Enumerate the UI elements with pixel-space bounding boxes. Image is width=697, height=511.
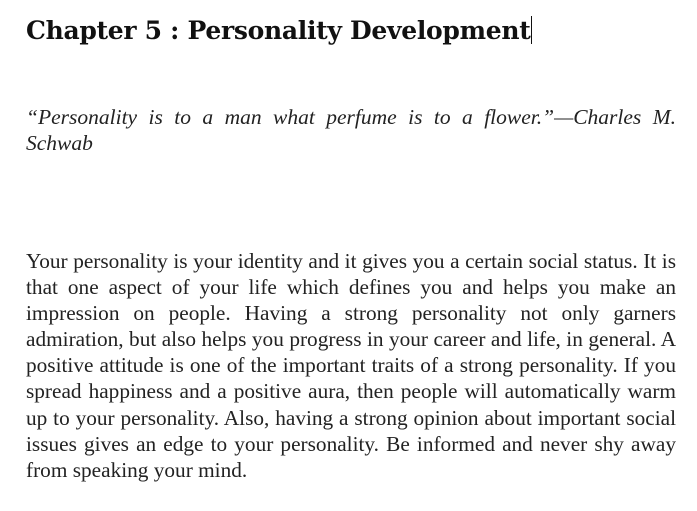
epigraph-quote: “Personality is to a man what perfume is to a flower.”—Charles M. Schwab <box>26 105 676 155</box>
body-paragraph: Your personality is your identity and it gives you a certain social status. It is that one aspect of your life which defines you and helps you make an impression on people. Having a strong personality not only garners admiration, but also helps you progress in your career and life, in general. A positive attitude is one of the important traits of a strong personality. If you spread happiness and a positive aura, then people will automatically warm up to your personality. Also, having a strong opinion about important social issues gives an edge to your personality. Be informed and never shy away from speaking your mind. <box>26 249 676 482</box>
text-cursor <box>531 16 532 44</box>
chapter-title-line <box>26 14 532 48</box>
chapter-title: Chapter 5 : Personality Development <box>26 16 531 45</box>
